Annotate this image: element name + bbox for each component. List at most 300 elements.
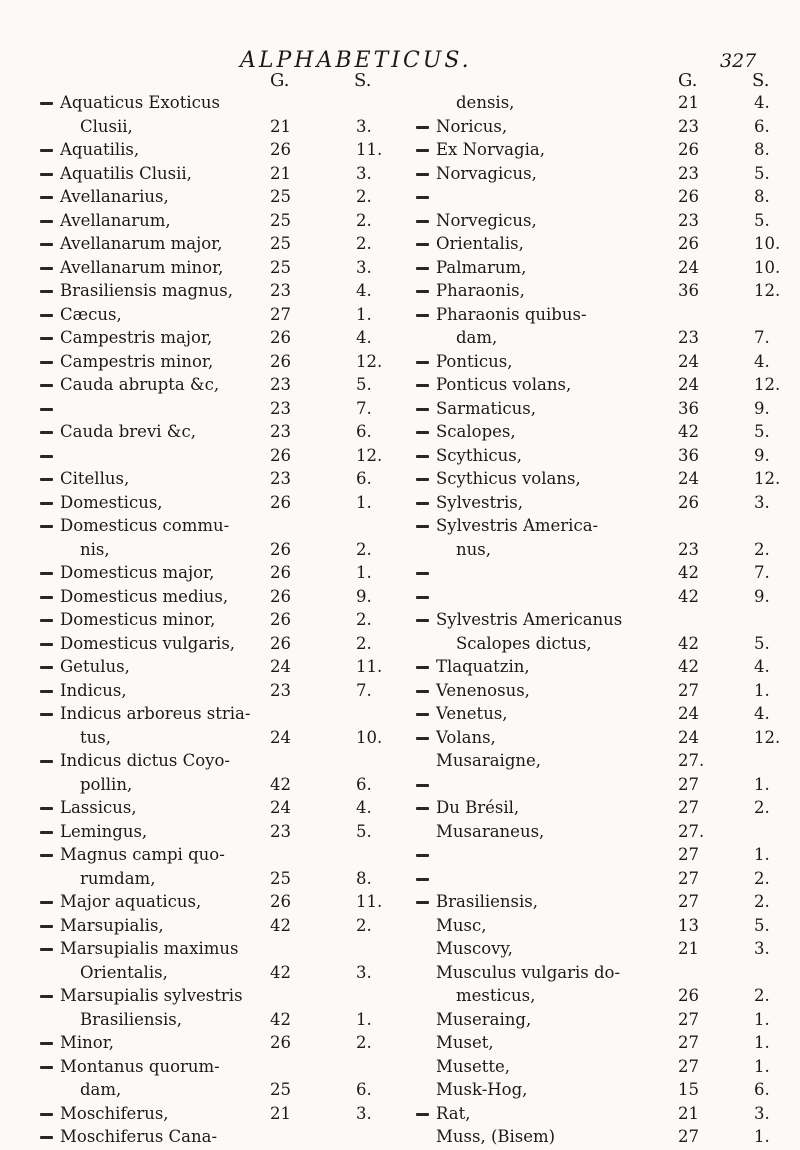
entry-name: Getulus,	[60, 657, 130, 676]
species-number: 9.	[754, 586, 770, 606]
species-number: 2.	[356, 187, 372, 206]
index-entry	[416, 891, 776, 915]
index-entry	[40, 821, 400, 845]
species-number: 1.	[754, 774, 770, 794]
index-entry	[40, 844, 400, 868]
index-entry	[416, 915, 776, 939]
genus-number: 21	[678, 939, 699, 958]
entry-name: dam,	[80, 1080, 122, 1099]
index-entry	[416, 304, 776, 328]
entry-name: Muss, (Bisem)	[436, 1127, 556, 1146]
index-entry	[40, 515, 400, 539]
index-entry	[416, 938, 776, 962]
genus-number: 25	[270, 257, 291, 277]
entry-name: Avellanarum,	[60, 210, 171, 230]
genus-number: 42	[678, 633, 699, 653]
entry-name: Marsupialis,	[60, 915, 164, 935]
entry-name: Rat,	[436, 1103, 471, 1123]
species-number: 12.	[356, 445, 383, 465]
genus-number: 23	[678, 539, 699, 559]
species-number: 1.	[356, 304, 372, 324]
index-entry	[416, 351, 776, 375]
index-entry	[416, 750, 776, 774]
species-number: 8.	[754, 187, 770, 206]
index-entry	[416, 280, 781, 304]
page-number: 327	[720, 50, 757, 72]
entry-name: Muscovy,	[436, 939, 513, 958]
index-entry	[40, 421, 400, 445]
species-number: 5.	[754, 915, 770, 935]
species-number: 4.	[356, 328, 372, 347]
repeat-dash-icon	[40, 925, 53, 928]
species-number: 6.	[754, 116, 770, 136]
species-number: 6.	[356, 469, 372, 488]
entry-name: Domesticus minor,	[60, 610, 216, 629]
entry-name: Pharaonis quibus-	[436, 304, 587, 324]
genus-number: 21	[678, 93, 699, 112]
repeat-dash-icon	[416, 596, 429, 599]
genus-number: 26	[270, 563, 291, 582]
entry-name: Cauda brevi &c,	[60, 422, 196, 441]
genus-number: 27	[678, 868, 699, 888]
repeat-dash-icon	[416, 455, 429, 458]
index-entry	[40, 186, 400, 210]
entry-name: Scythicus,	[436, 445, 522, 465]
entry-name: Sylvestris Americanus	[436, 610, 623, 629]
repeat-dash-icon	[416, 290, 429, 293]
index-entry	[40, 1056, 400, 1080]
repeat-dash-icon	[40, 408, 53, 411]
species-number: 1.	[754, 1033, 770, 1052]
entry-name: tus,	[80, 727, 111, 747]
entry-name: Venetus,	[436, 704, 508, 723]
repeat-dash-icon	[416, 807, 429, 810]
species-number: 7.	[754, 328, 770, 347]
entry-name: Pharaonis,	[436, 281, 525, 300]
index-entry	[40, 609, 400, 633]
index-entry	[416, 1103, 776, 1127]
entry-name: densis,	[456, 93, 515, 112]
index-entry	[416, 1032, 776, 1056]
repeat-dash-icon	[416, 220, 429, 223]
repeat-dash-icon	[416, 784, 429, 787]
genus-number: 25	[270, 1080, 291, 1099]
species-number: 1.	[754, 1056, 770, 1076]
index-entry	[40, 797, 400, 821]
index-entry	[40, 468, 400, 492]
entry-name: Musaraneus,	[436, 821, 545, 841]
species-number: 9.	[754, 398, 770, 418]
repeat-dash-icon	[416, 314, 429, 317]
index-entry	[40, 562, 400, 586]
index-entry	[40, 1079, 400, 1103]
genus-number: 36	[678, 281, 699, 300]
index-entry	[416, 1009, 776, 1033]
index-entry	[40, 656, 400, 680]
index-entry	[40, 210, 400, 234]
genus-number: 26	[270, 610, 291, 629]
entry-name: Aquatilis Clusii,	[60, 163, 192, 183]
entry-name: Minor,	[60, 1033, 115, 1052]
entry-name: Palmarum,	[436, 257, 527, 277]
species-number: 1.	[754, 845, 770, 864]
repeat-dash-icon	[40, 502, 53, 505]
repeat-dash-icon	[416, 431, 429, 434]
entry-name: Sylvestris America-	[436, 516, 599, 535]
entry-name: Lemingus,	[60, 821, 148, 841]
index-entry	[40, 398, 400, 422]
genus-number: 26	[678, 140, 699, 159]
genus-number: 27	[678, 845, 699, 864]
genus-number: 23	[678, 116, 699, 136]
index-entry	[40, 1126, 400, 1150]
repeat-dash-icon	[416, 619, 429, 622]
entry-name: Museraing,	[436, 1009, 532, 1029]
genus-number: 42	[678, 422, 699, 441]
left-s-header: S.	[354, 70, 372, 91]
repeat-dash-icon	[40, 596, 53, 599]
species-number: 11.	[356, 657, 383, 676]
entry-name: Orientalis,	[436, 234, 524, 253]
species-number: 4.	[754, 704, 770, 723]
entry-name: Clusii,	[80, 116, 133, 136]
index-entry	[40, 774, 400, 798]
species-number: 3.	[356, 257, 372, 277]
genus-number: 23	[270, 422, 291, 441]
entry-name: Indicus dictus Coyo-	[60, 751, 231, 770]
species-number: 1.	[356, 563, 372, 582]
genus-number: 27.	[678, 821, 705, 841]
species-number: 2.	[754, 539, 770, 559]
species-number: 7.	[356, 680, 372, 700]
entry-name: Domesticus medius,	[60, 586, 229, 606]
repeat-dash-icon	[416, 267, 429, 270]
repeat-dash-icon	[416, 196, 429, 199]
index-entry	[416, 797, 776, 821]
genus-number: 23	[270, 821, 291, 841]
entry-name: Indicus arboreus stria-	[60, 704, 251, 723]
index-entry	[40, 938, 400, 962]
index-entry	[40, 257, 400, 281]
genus-number: 21	[270, 116, 291, 136]
genus-number: 26	[270, 892, 291, 911]
repeat-dash-icon	[416, 173, 429, 176]
right-s-header: S.	[752, 70, 770, 91]
genus-number: 26	[270, 492, 291, 512]
species-number: 10.	[754, 257, 781, 277]
left-g-header: G.	[270, 70, 290, 91]
genus-number: 27	[678, 1033, 699, 1052]
index-entry	[416, 962, 776, 986]
genus-number: 21	[270, 163, 291, 183]
genus-number: 21	[270, 1103, 291, 1123]
repeat-dash-icon	[416, 408, 429, 411]
genus-number: 24	[678, 469, 699, 488]
entry-name: Montanus quorum-	[60, 1056, 220, 1076]
repeat-dash-icon	[416, 384, 429, 387]
entry-name: Muset,	[436, 1033, 494, 1052]
entry-name: Norvagicus,	[436, 163, 537, 183]
species-number: 2.	[356, 633, 372, 653]
genus-number: 27	[678, 1009, 699, 1029]
species-number: 2.	[356, 1033, 372, 1052]
index-entry	[40, 351, 400, 375]
species-number: 4.	[356, 798, 372, 817]
index-entry	[40, 233, 400, 257]
species-number: 2.	[356, 234, 372, 253]
index-entry	[40, 727, 400, 751]
species-number: 6.	[754, 1080, 770, 1099]
genus-number: 23	[270, 398, 291, 418]
repeat-dash-icon	[40, 666, 53, 669]
entry-name: nus,	[456, 539, 491, 559]
genus-number: 26	[270, 140, 291, 159]
entry-name: Venenosus,	[436, 680, 530, 700]
entry-name: Orientalis,	[80, 962, 168, 982]
repeat-dash-icon	[416, 878, 429, 881]
genus-number: 27	[678, 798, 699, 817]
index-entry	[40, 1032, 400, 1056]
species-number: 12.	[754, 375, 781, 394]
repeat-dash-icon	[40, 995, 53, 998]
species-number: 1.	[754, 1127, 770, 1146]
repeat-dash-icon	[40, 572, 53, 575]
genus-number: 36	[678, 398, 699, 418]
entry-name: Avellanarum major,	[60, 234, 223, 253]
genus-number: 27	[678, 892, 699, 911]
species-number: 9.	[356, 586, 372, 606]
repeat-dash-icon	[40, 807, 53, 810]
entry-name: Magnus campi quo-	[60, 845, 225, 864]
species-number: 2.	[754, 868, 770, 888]
entry-name: Ex Norvagia,	[436, 140, 545, 159]
index-entry	[40, 1103, 400, 1127]
species-number: 3.	[754, 1103, 770, 1123]
species-number: 10.	[754, 234, 781, 253]
entry-name: Scalopes,	[436, 422, 516, 441]
entry-name: Domesticus major,	[60, 563, 215, 582]
genus-number: 25	[270, 868, 291, 888]
entry-name: Ponticus volans,	[436, 375, 572, 394]
species-number: 2.	[356, 210, 372, 230]
species-number: 5.	[754, 633, 770, 653]
species-number: 8.	[754, 140, 770, 159]
species-number: 9.	[754, 445, 770, 465]
entry-name: dam,	[456, 328, 498, 347]
species-number: 7.	[754, 563, 770, 582]
index-entry	[416, 398, 776, 422]
entry-name: Musculus vulgaris do-	[436, 962, 621, 982]
repeat-dash-icon	[40, 149, 53, 152]
repeat-dash-icon	[40, 173, 53, 176]
genus-number: 21	[678, 1103, 699, 1123]
genus-number: 23	[678, 163, 699, 183]
repeat-dash-icon	[40, 290, 53, 293]
repeat-dash-icon	[416, 572, 429, 575]
species-number: 11.	[356, 892, 383, 911]
species-number: 6.	[356, 774, 372, 794]
entry-name: Citellus,	[60, 469, 130, 488]
index-entry	[416, 821, 776, 845]
genus-number: 23	[678, 210, 699, 230]
repeat-dash-icon	[40, 901, 53, 904]
repeat-dash-icon	[40, 243, 53, 246]
index-entry	[40, 139, 400, 163]
species-number: 5.	[356, 821, 372, 841]
genus-number: 24	[678, 727, 699, 747]
species-number: 4.	[754, 93, 770, 112]
species-number: 1.	[754, 680, 770, 700]
genus-number: 27	[678, 774, 699, 794]
entry-name: Marsupialis sylvestris	[60, 986, 243, 1005]
species-number: 3.	[356, 1103, 372, 1123]
genus-number: 26	[270, 445, 291, 465]
entry-name: Musk-Hog,	[436, 1080, 528, 1099]
genus-number: 42	[270, 1009, 291, 1029]
index-entry	[40, 915, 400, 939]
index-entry	[40, 445, 400, 469]
left-index-column	[40, 92, 400, 1150]
species-number: 7.	[356, 398, 372, 418]
genus-number: 23	[270, 469, 291, 488]
index-entry	[416, 139, 776, 163]
repeat-dash-icon	[40, 760, 53, 763]
genus-number: 24	[270, 798, 291, 817]
entry-name: Sarmaticus,	[436, 398, 536, 418]
entry-name: Moschiferus Cana-	[60, 1127, 218, 1146]
repeat-dash-icon	[40, 1136, 53, 1139]
index-entry	[416, 92, 776, 116]
index-entry	[40, 327, 400, 351]
repeat-dash-icon	[40, 619, 53, 622]
species-number: 6.	[356, 422, 372, 441]
repeat-dash-icon	[40, 220, 53, 223]
index-entry	[416, 445, 776, 469]
repeat-dash-icon	[416, 126, 429, 129]
species-number: 6.	[356, 1080, 372, 1099]
species-number: 12.	[754, 727, 781, 747]
repeat-dash-icon	[40, 478, 53, 481]
entry-name: Domesticus vulgaris,	[60, 633, 236, 653]
entry-name: Avellanarum minor,	[60, 257, 224, 277]
index-entry	[40, 891, 400, 915]
repeat-dash-icon	[40, 643, 53, 646]
entry-name: nis,	[80, 539, 110, 559]
repeat-dash-icon	[40, 314, 53, 317]
species-number: 2.	[754, 798, 770, 817]
species-number: 2.	[356, 915, 372, 935]
entry-name: Brasiliensis,	[80, 1009, 182, 1029]
index-entry	[416, 210, 776, 234]
entry-name: Avellanarius,	[60, 187, 169, 206]
genus-number: 24	[678, 704, 699, 723]
repeat-dash-icon	[416, 361, 429, 364]
genus-number: 26	[270, 586, 291, 606]
species-number: 3.	[356, 116, 372, 136]
entry-name: Domesticus commu-	[60, 516, 230, 535]
genus-number: 24	[678, 375, 699, 394]
entry-name: Cauda abrupta &c,	[60, 375, 220, 394]
entry-name: Musaraigne,	[436, 751, 542, 770]
index-entry	[416, 1126, 776, 1150]
index-entry	[40, 868, 400, 892]
genus-number: 24	[270, 657, 291, 676]
species-number: 3.	[754, 939, 770, 958]
entry-name: pollin,	[80, 774, 133, 794]
genus-number: 27	[270, 304, 291, 324]
entry-name: Volans,	[436, 727, 496, 747]
species-number: 3.	[356, 962, 372, 982]
species-number: 1.	[754, 1009, 770, 1029]
species-number: 4.	[356, 281, 372, 300]
index-entry	[416, 1079, 776, 1103]
genus-number: 42	[270, 915, 291, 935]
genus-number: 42	[270, 962, 291, 982]
index-entry	[416, 327, 776, 351]
species-number: 2.	[754, 892, 770, 911]
genus-number: 42	[678, 586, 699, 606]
entry-name: Domesticus,	[60, 492, 163, 512]
entry-name: Tlaquatzin,	[436, 657, 530, 676]
index-entry	[416, 774, 776, 798]
genus-number: 25	[270, 210, 291, 230]
species-number: 12.	[356, 351, 383, 371]
repeat-dash-icon	[40, 384, 53, 387]
index-entry	[416, 539, 776, 563]
genus-number: 27	[678, 1056, 699, 1076]
species-number: 4.	[754, 657, 770, 676]
repeat-dash-icon	[40, 337, 53, 340]
repeat-dash-icon	[40, 455, 53, 458]
species-number: 12.	[754, 281, 781, 300]
repeat-dash-icon	[40, 854, 53, 857]
genus-number: 26	[270, 633, 291, 653]
index-entry	[40, 163, 400, 187]
repeat-dash-icon	[40, 361, 53, 364]
repeat-dash-icon	[40, 1113, 53, 1116]
entry-name: Campestris major,	[60, 328, 213, 347]
entry-name: Ponticus,	[436, 351, 513, 371]
genus-number: 27	[678, 680, 699, 700]
index-entry	[40, 116, 400, 140]
repeat-dash-icon	[40, 713, 53, 716]
genus-number: 26	[270, 351, 291, 371]
index-entry	[40, 492, 400, 516]
entry-name: Brasiliensis,	[436, 892, 538, 911]
repeat-dash-icon	[416, 243, 429, 246]
genus-number: 26	[678, 187, 699, 206]
index-entry	[416, 515, 776, 539]
species-number: 5.	[754, 210, 770, 230]
repeat-dash-icon	[40, 1042, 53, 1045]
index-entry	[40, 680, 400, 704]
index-entry	[40, 750, 400, 774]
index-entry	[416, 468, 781, 492]
index-entry	[416, 186, 776, 210]
index-entry	[416, 703, 776, 727]
genus-number: 15	[678, 1080, 699, 1099]
species-number: 2.	[356, 610, 372, 629]
index-entry	[416, 727, 781, 751]
entry-name: Sylvestris,	[436, 492, 523, 512]
repeat-dash-icon	[40, 948, 53, 951]
species-number: 8.	[356, 868, 372, 888]
repeat-dash-icon	[40, 690, 53, 693]
genus-number: 23	[270, 375, 291, 394]
repeat-dash-icon	[416, 478, 429, 481]
entry-name: rumdam,	[80, 868, 156, 888]
species-number: 11.	[356, 140, 383, 159]
